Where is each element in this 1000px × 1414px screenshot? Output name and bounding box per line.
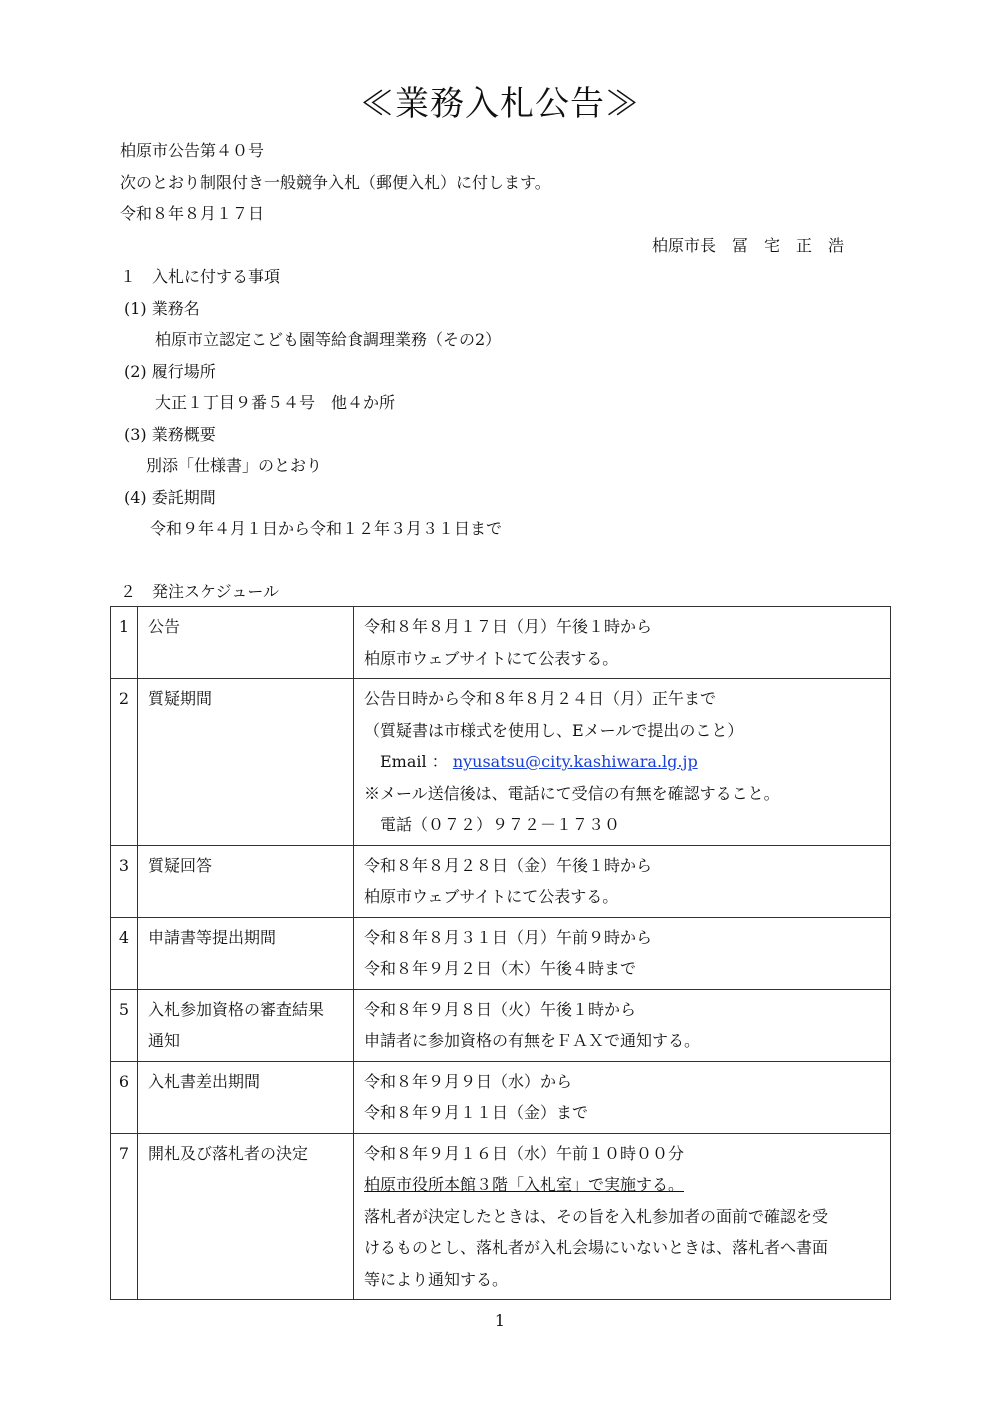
phone-number: 電話（０７２）９７２－１７３０ [380, 815, 621, 834]
table-row [111, 917, 891, 989]
row-item: 質疑期間 [138, 679, 354, 846]
schedule-table [110, 606, 891, 1300]
item-label-period: (4) 委託期間 [124, 488, 216, 507]
section1-heading: １ 入札に付する事項 [120, 267, 281, 286]
row-item: 質疑回答 [138, 845, 354, 917]
row-details: 令和８年９月１６日（水）午前１０時００分 柏原市役所本館３階「入札室」で実施する。 落札者が決定したときは、その旨を入札参加者の面前で確認を受 けるものとし、落札者が入札会場にいないときは、落札者へ書面 等により通知する。 [354, 1133, 891, 1300]
row-item: 公告 [138, 607, 354, 679]
item-value-overview: 別添「仕様書」のとおり [146, 456, 323, 475]
row-details: 令和８年８月３１日（月）午前９時から 令和８年９月２日（木）午後４時まで [354, 917, 891, 989]
row-details: 令和８年９月８日（火）午後１時から 申請者に参加資格の有無をＦＡＸで通知する。 [354, 989, 891, 1061]
row-item: 申請書等提出期間 [138, 917, 354, 989]
row-number: 4 [111, 917, 138, 989]
issuer: 柏原市長 冨 宅 正 浩 [652, 236, 845, 255]
page-number: 1 [494, 1311, 506, 1330]
row-number: 5 [111, 989, 138, 1061]
row-number: 1 [111, 607, 138, 679]
row-details: 令和８年９月９日（水）から 令和８年９月１１日（金）まで [354, 1061, 891, 1133]
table-row [111, 679, 891, 846]
email-label: Email ： [380, 752, 448, 771]
table-row [111, 845, 891, 917]
item-label-location: (2) 履行場所 [124, 362, 216, 381]
notice-date: 令和８年８月１７日 [120, 204, 265, 223]
item-label-overview: (3) 業務概要 [124, 425, 216, 444]
row-number: 6 [111, 1061, 138, 1133]
table-row [111, 1133, 891, 1300]
section2-heading: ２ 発注スケジュール [120, 582, 280, 601]
venue-underlined: 柏原市役所本館３階「入札室」で実施する。 [364, 1175, 685, 1194]
row-number: 2 [111, 679, 138, 846]
page-title: ≪業務入札公告≫ [360, 84, 640, 124]
item-value-business-name: 柏原市立認定こども園等給食調理業務（その2） [155, 330, 502, 349]
row-item: 入札書差出期間 [138, 1061, 354, 1133]
item-label-business-name: (1) 業務名 [124, 299, 200, 318]
notice-number: 柏原市公告第４０号 [120, 141, 265, 160]
row-details: 公告日時から令和８年８月２４日（月）正午まで （質疑書は市様式を使用し、Eメールで提出のこと） Email ： nyusatsu@city.kashiwara.lg.jp ※メール送信後は、電話にて受信の有無を確認すること。 電話（０７２）９７２－１７３０ [354, 679, 891, 846]
table-row [111, 607, 891, 679]
intro-text: 次のとおり制限付き一般競争入札（郵便入札）に付します。 [120, 173, 551, 192]
item-value-location: 大正１丁目９番５４号 他４か所 [155, 393, 396, 412]
row-details: 令和８年８月１７日（月）午後１時から 柏原市ウェブサイトにて公表する。 [354, 607, 891, 679]
table-row [111, 989, 891, 1061]
table-row [111, 1061, 891, 1133]
row-item: 入札参加資格の審査結果 通知 [138, 989, 354, 1061]
item-value-period: 令和９年４月１日から令和１２年３月３１日まで [150, 519, 503, 538]
row-details: 令和８年８月２８日（金）午後１時から 柏原市ウェブサイトにて公表する。 [354, 845, 891, 917]
row-number: 3 [111, 845, 138, 917]
row-item: 開札及び落札者の決定 [138, 1133, 354, 1300]
email-link[interactable]: nyusatsu@city.kashiwara.lg.jp [452, 752, 698, 771]
row-number: 7 [111, 1133, 138, 1300]
